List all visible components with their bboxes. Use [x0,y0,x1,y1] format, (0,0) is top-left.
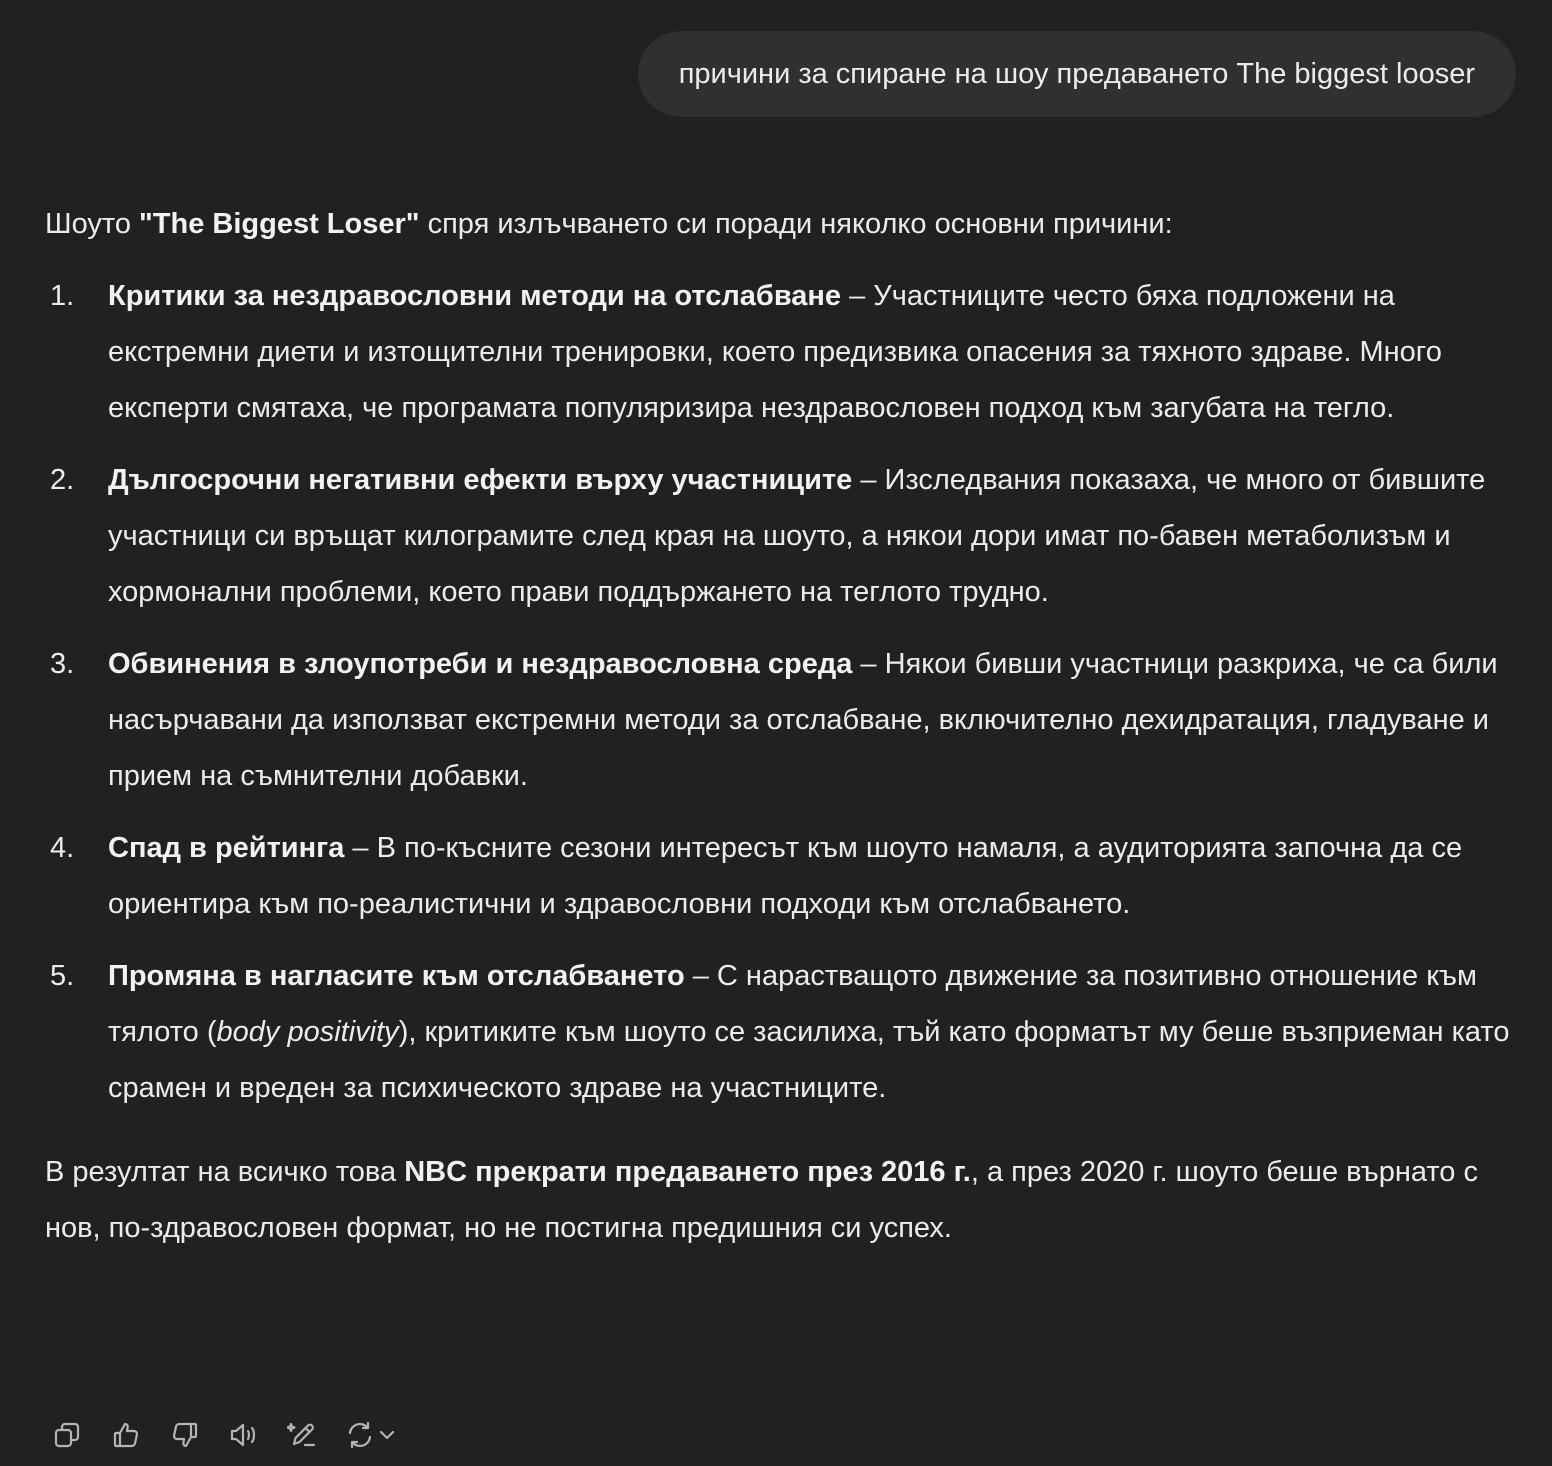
edit-canvas-icon [287,1419,319,1451]
read-aloud-icon [228,1419,260,1451]
edit-canvas-button[interactable] [283,1415,323,1455]
thumbs-down-button[interactable] [165,1415,205,1455]
intro-prefix: Шоуто [45,208,140,240]
list-item [45,636,1525,804]
conclusion-highlight: NBC прекрати предаването през 2016 г. [404,1156,971,1188]
copy-button[interactable] [47,1415,87,1455]
list-item [45,268,1525,436]
response-intro [45,196,1525,252]
list-item-text-before: – С нарастващото движение за позитивно отношение към тялото ( [108,960,1477,1048]
list-item-title: Обвинения в злоупотреби и нездравословна среда [108,648,853,680]
read-aloud-button[interactable] [224,1415,264,1455]
message-action-bar [47,1415,400,1455]
intro-show-title: "The Biggest Loser" [139,208,420,240]
list-item-title: Критики за нездравословни методи на отслабване [108,280,842,312]
copy-icon [51,1419,83,1451]
list-item-text: – Участниците често бяха подложени на екстремни диети и изтощителни тренировки, което предизвика опасения за тяхното здраве. Много експерти смятаха, че програмата популяризира нездравословен подход към загубата на тегло. [108,280,1442,424]
list-item-number: 2. [50,464,75,496]
reasons-list [45,268,1525,1116]
list-item [45,452,1525,620]
list-item-number: 4. [50,832,75,864]
list-item-number: 3. [50,648,75,680]
list-item [45,948,1525,1116]
list-item-text: – Някои бивши участници разкриха, че са били насърчавани да използват екстремни методи за отслабване, включително дехидратация, гладуване и прием на съмнителни добавки. [108,648,1498,792]
list-item-text-after: ), критиките към шоуто се засилиха, тъй като форматът му беше възприеман като срамен и вреден за психическото здраве на участниците. [108,1016,1510,1104]
list-item-title: Спад в рейтинга [108,832,345,864]
thumbs-down-icon [169,1419,201,1451]
conclusion-suffix: , а през 2020 г. шоуто беше върнато с нов, по-здравословен формат, но не постигна предишния си успех. [45,1156,1478,1244]
chevron-down-icon [376,1424,398,1446]
list-item-title: Дългосрочни негативни ефекти върху участниците [108,464,853,496]
thumbs-up-icon [110,1419,142,1451]
intro-suffix: спря излъчването си поради няколко основни причини: [419,208,1173,240]
list-item-number: 5. [50,960,75,992]
list-item-text: – Изследвания показаха, че много от бившите участници си връщат килограмите след края на шоуто, а някои дори имат по-бавен метаболизъм и хормонални проблеми, което прави поддържането на теглото трудно. [108,464,1486,608]
list-item [45,820,1525,932]
list-item-number: 1. [50,280,75,312]
thumbs-up-button[interactable] [106,1415,146,1455]
regenerate-button[interactable] [342,1415,400,1455]
regenerate-icon [344,1419,376,1451]
conclusion-prefix: В резултат на всичко това [45,1156,405,1188]
assistant-response [45,196,1525,1256]
user-message-text: причини за спиране на шоу предаването The biggest looser [678,57,1475,90]
response-conclusion [45,1144,1525,1256]
user-message-bubble [638,31,1516,117]
list-item-italic-term: body positivity [216,1016,399,1048]
list-item-text: – В по-късните сезони интересът към шоуто намаля, а аудиторията започна да се ориентира към по-реалистични и здравословни подходи към отслабването. [108,832,1463,920]
list-item-title: Промяна в нагласите към отслабването [108,960,685,992]
